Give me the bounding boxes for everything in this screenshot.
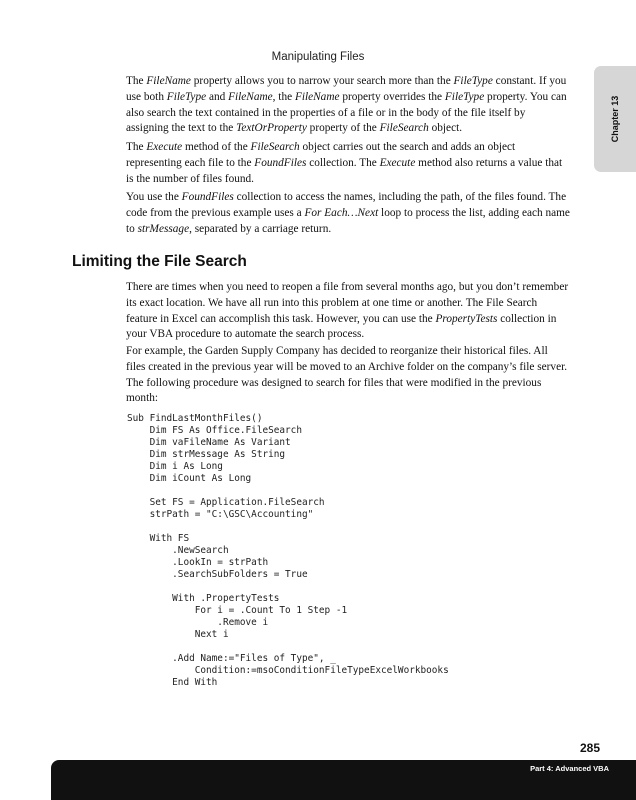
code-line: .LookIn = strPath — [127, 557, 269, 568]
code-line: .SearchSubFolders = True — [127, 569, 308, 580]
code-line: Dim strMessage As String — [127, 449, 286, 460]
code-block — [127, 413, 449, 689]
code-line: Condition:=msoConditionFileTypeExcelWorkbooks — [127, 665, 449, 676]
code-line: .Add Name:="Files of Type", _ — [127, 653, 336, 664]
code-line — [127, 521, 449, 533]
code-line — [127, 641, 449, 653]
footer-part-label: Part 4: Advanced VBA — [530, 764, 609, 773]
paragraph: The FileName property allows you to narrow your search more than the FileType constant. If you use both FileType and FileName, the FileName property overrides the FileType property. You can also search the text contained in the properties of a file or in the body of the file itself by assigning the text to the TextOrProperty property of the FileSearch object. — [126, 75, 567, 135]
code-line: Dim iCount As Long — [127, 473, 252, 484]
paragraph: The Execute method of the FileSearch object carries out the search and adds an object representing each file to the FoundFiles collection. The Execute method also returns a value that is the number of files found. — [126, 141, 563, 185]
code-line: With FS — [127, 533, 190, 544]
code-line: strPath = "C:\GSC\Accounting" — [127, 509, 314, 520]
paragraph: There are times when you need to reopen a file from several months ago, but you don’t remember its exact location. We have all run into this problem at one time or another. The File Search feature in Excel can accomplish this task. However, you can use the PropertyTests collection in your VBA procedure to automate the search process. — [126, 281, 569, 341]
code-line: .Remove i — [127, 617, 269, 628]
section-heading: Limiting the File Search — [72, 253, 247, 270]
code-line — [127, 581, 449, 593]
paragraph: For example, the Garden Supply Company has decided to reorganize their historical files. All files created in the previous year will be moved to an Archive folder on the company’s file server. The following procedure was designed to search for files that were modified in the previous month: — [126, 345, 568, 405]
code-line: Set FS = Application.FileSearch — [127, 497, 325, 508]
code-line: Next i — [127, 629, 229, 640]
code-line: For i = .Count To 1 Step -1 — [127, 605, 348, 616]
running-head: Manipulating Files — [271, 51, 365, 63]
chapter-tab — [594, 66, 636, 172]
code-line: Sub FindLastMonthFiles() — [127, 413, 263, 424]
page-number: 285 — [579, 741, 600, 755]
code-line: With .PropertyTests — [127, 593, 280, 604]
code-line: .NewSearch — [127, 545, 229, 556]
code-line: Dim i As Long — [127, 461, 223, 472]
code-line: Dim FS As Office.FileSearch — [127, 425, 302, 436]
chapter-tab-label: Chapter 13 — [610, 95, 620, 143]
footer-bar — [51, 760, 636, 800]
code-line: Dim vaFileName As Variant — [127, 437, 291, 448]
paragraph: You use the FoundFiles collection to access the names, including the path, of the files found. The code from the previous example uses a For Each…Next loop to process the list, adding each name to strMessage, separated by a carriage return. — [126, 191, 570, 235]
code-line: End With — [127, 677, 218, 688]
code-line — [127, 485, 449, 497]
